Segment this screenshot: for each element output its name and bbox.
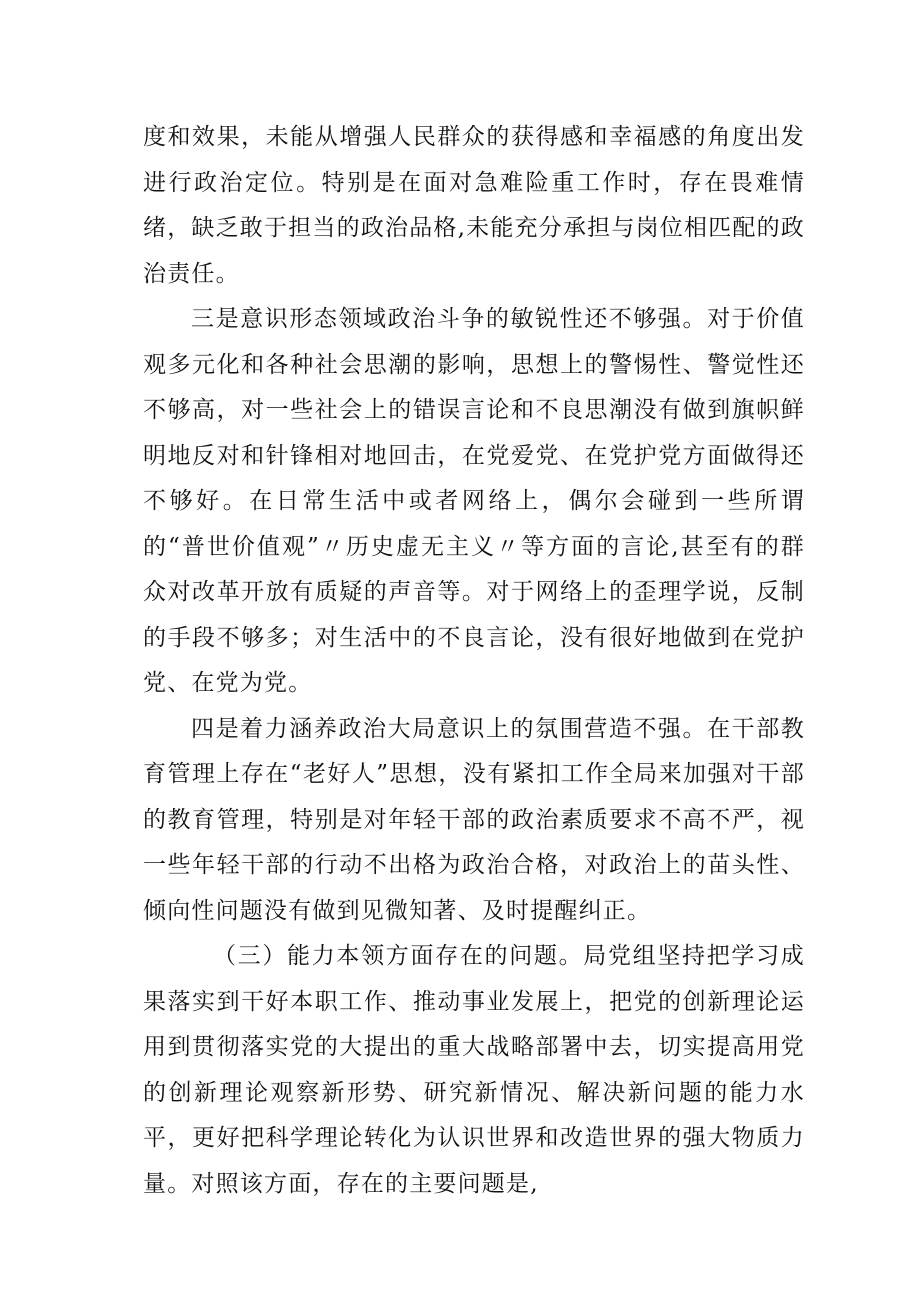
paragraph-section-three: （三）能力本领方面存在的问题。局党组坚持把学习成果落实到干好本职工作、推动事业发展上，把党的创新理论运用到贯彻落实党的大提出的重大战略部署中去，切实提高用党的创新理论观察新形势、研究新情况、解决新问题的能力水平，更好把科学理论转化为认识世界和改造世界的强大物质力量。对照该方面，存在的主要问题是, [143, 943, 805, 1197]
document-body [143, 115, 805, 1207]
paragraph-continuation: 度和效果，未能从增强人民群众的获得感和幸福感的角度出发进行政治定位。特别是在面对急难险重工作时，存在畏难情绪，缺乏敢于担当的政治品格,未能充分承担与岗位相匹配的政治责任。 [143, 124, 805, 287]
paragraph-point-three: 三是意识形态领域政治斗争的敏锐性还不够强。对于价值观多元化和各种社会思潮的影响，思想上的警惕性、警觉性还不够高，对一些社会上的错误言论和不良思潮没有做到旗帜鲜明地反对和针锋相对地回击，在党爱党、在党护党方面做得还不够好。在日常生活中或者网络上，偶尔会碰到一些所谓的“普世价值观”〃历史虚无主义〃等方面的言论,甚至有的群众对改革开放有质疑的声音等。对于网络上的歪理学说，反制的手段不够多；对生活中的不良言论，没有很好地做到在党护党、在党为党。 [143, 306, 805, 696]
paragraph-point-four: 四是着力涵养政治大局意识上的氛围营造不强。在干部教育管理上存在“老好人”思想，没有紧扣工作全局来加强对干部的教育管理，特别是对年轻干部的政治素质要求不高不严，视一些年轻干部的行动不出格为政治合格，对政治上的苗头性、倾向性问题没有做到见微知著、及时提醒纠正。 [143, 715, 805, 924]
